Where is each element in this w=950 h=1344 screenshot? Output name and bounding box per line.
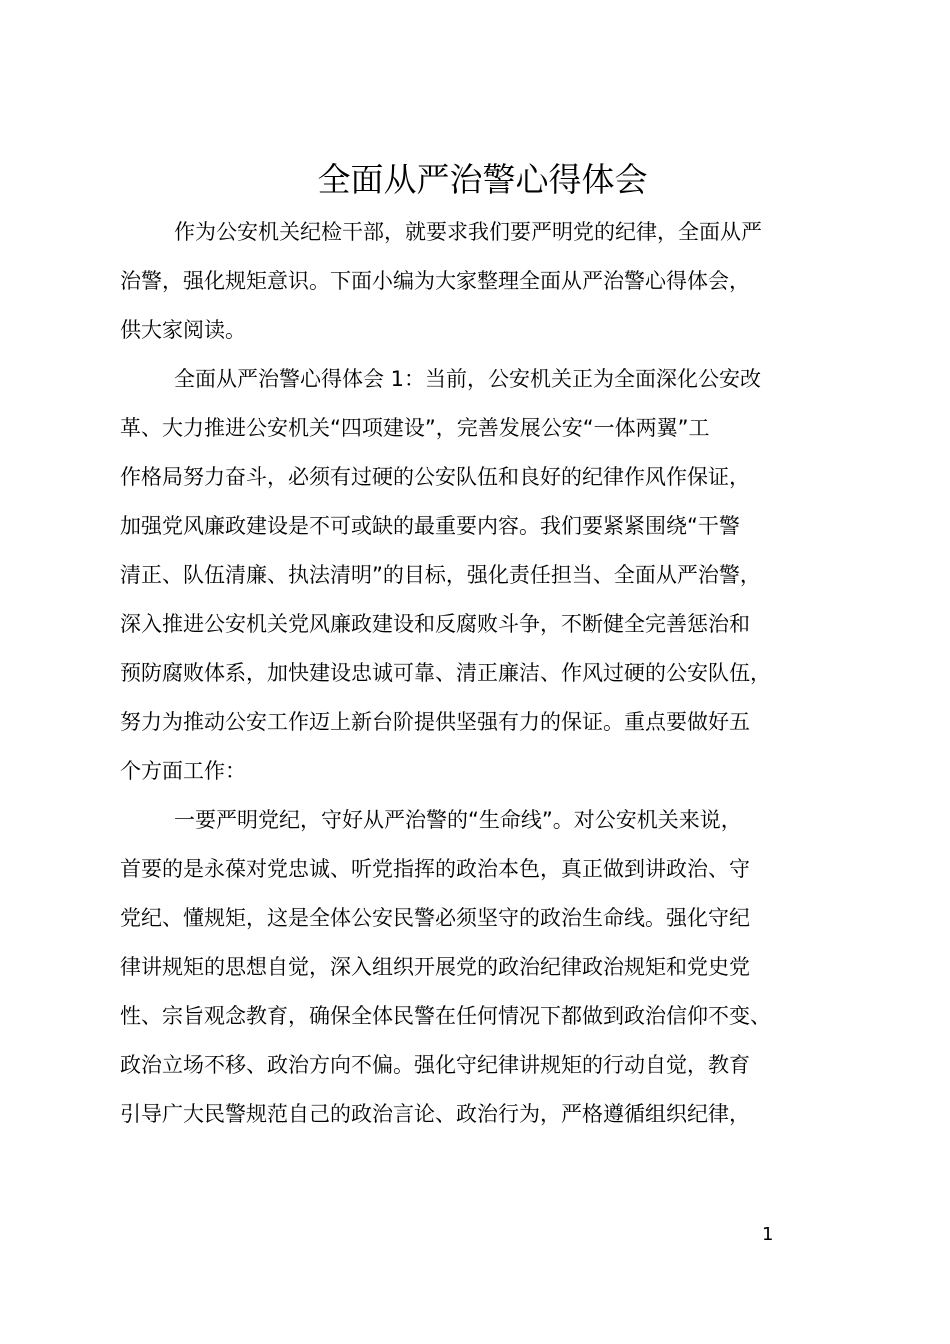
text-line: 性、宗旨观念教育，确保全体民警在任何情况下都做到政治信仰不变、 — [120, 1004, 771, 1028]
text-line: 全面从严治警心得体会 1：当前，公安机关正为全面深化公安改 — [174, 367, 762, 391]
text-line: 革、大力推进公安机关“四项建设”，完善发展公安“一体两翼”工 — [120, 416, 710, 440]
text-line: 引导广大民警规范自己的政治言论、政治行为，严格遵循组织纪律， — [120, 1102, 750, 1126]
text-line: 一要严明党纪，守好从严治警的“生命线”。对公安机关来说， — [174, 808, 742, 832]
text-line: 治警，强化规矩意识。下面小编为大家整理全面从严治警心得体会， — [120, 269, 750, 293]
text-line: 预防腐败体系，加快建设忠诚可靠、清正廉洁、作风过硬的公安队伍， — [120, 661, 771, 685]
text-line: 努力为推动公安工作迈上新台阶提供坚强有力的保证。重点要做好五 — [120, 710, 750, 734]
text-line: 律讲规矩的思想自觉，深入组织开展党的政治纪律政治规矩和党史党 — [120, 955, 750, 979]
text-line: 深入推进公安机关党风廉政建设和反腐败斗争，不断健全完善惩治和 — [120, 612, 750, 636]
text-line: 供大家阅读。 — [120, 318, 246, 342]
text-line: 清正、队伍清廉、执法清明”的目标，强化责任担当、全面从严治警， — [120, 563, 761, 587]
text-line: 加强党风廉政建设是不可或缺的最重要内容。我们要紧紧围绕“干警 — [120, 514, 740, 538]
text-line: 政治立场不移、政治方向不偏。强化守纪律讲规矩的行动自觉，教育 — [120, 1053, 750, 1077]
text-line: 作格局努力奋斗，必须有过硬的公安队伍和良好的纪律作风作保证， — [120, 465, 750, 489]
document-title: 全面从严治警心得体会 — [317, 160, 648, 199]
text-line: 党纪、懂规矩，这是全体公安民警必须坚守的政治生命线。强化守纪 — [120, 906, 750, 930]
text-line: 首要的是永葆对党忠诚、听党指挥的政治本色，真正做到讲政治、守 — [120, 857, 750, 881]
text-line: 作为公安机关纪检干部，就要求我们要严明党的纪律，全面从严 — [174, 220, 762, 244]
document-body — [120, 208, 860, 1139]
page-number: 1 — [762, 1224, 774, 1245]
text-line: 个方面工作： — [120, 759, 246, 783]
